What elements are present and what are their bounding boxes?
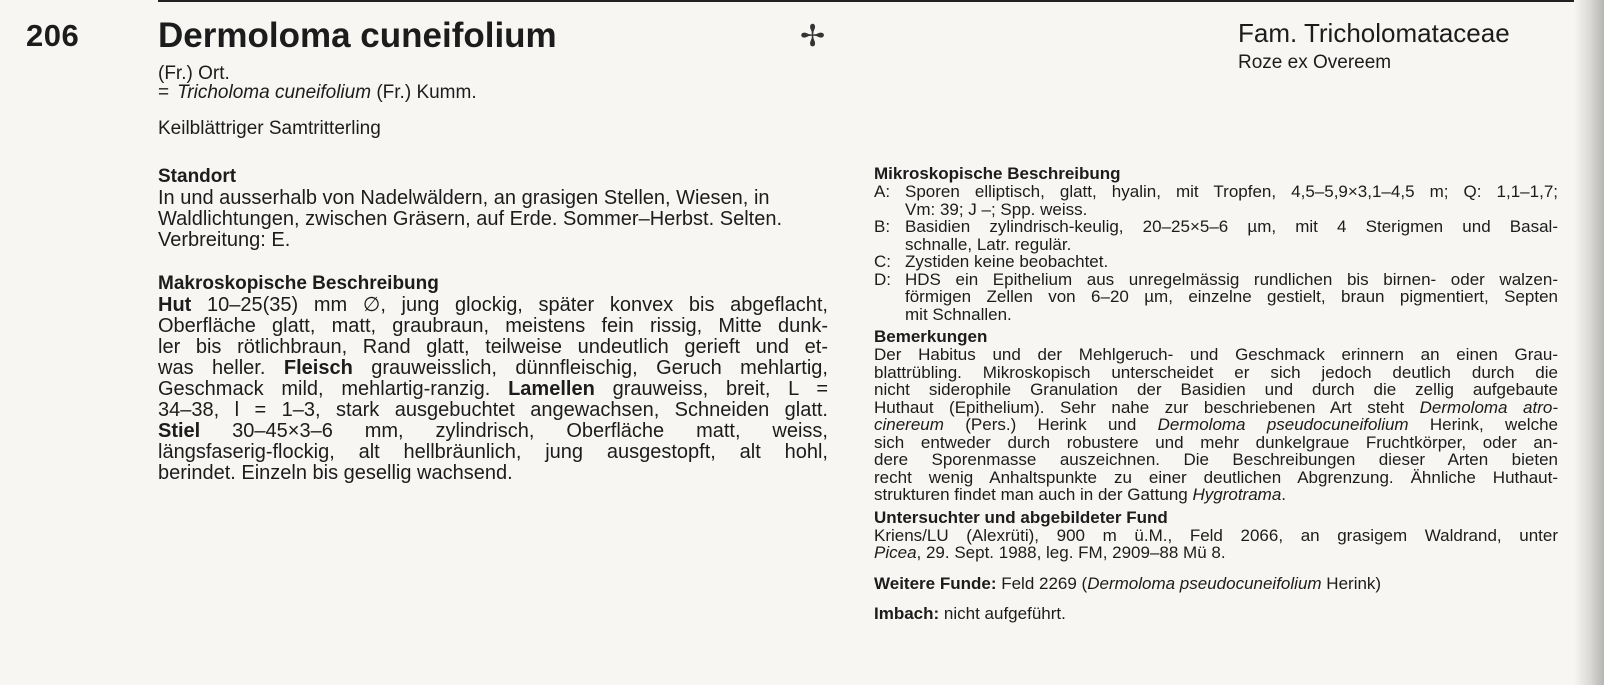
mikro-item-key: A: [874,182,891,201]
species-number: 206 [26,18,80,53]
standort-line: in Waldlichtungen, zwischen Gräsern, auf Erde. Sommer–Herbst. [158,187,770,230]
makro-line [158,295,828,316]
mikro-item-key: D: [874,269,891,289]
bemerkungen-line [874,486,1558,504]
mikro-item-text [905,271,1558,324]
synonym-eq: = [158,82,170,103]
bemerkungen-text-part: strukturen findet man auch in der Gattung [874,485,1188,504]
mikro-line: mit Schnallen. [905,304,1012,324]
mikro-list [874,183,1558,323]
bemerkungen-text-part: . [1281,485,1287,504]
synonym [158,82,477,104]
top-rule [158,0,1588,2]
mikro-item [874,218,1558,253]
left-column [158,166,828,506]
bemerkungen-line: dere Sporenmasse auszeichnen. Die Beschreibungen dieser Arten bieten [874,450,1558,469]
makro-text-part: grauweiss, breit, L = [612,378,829,400]
bemerkungen-line [874,399,1558,417]
mikro-item-text [905,183,1558,218]
mikro-item-text [905,253,1558,271]
mikro-item [874,183,1558,218]
standort-text [158,188,828,251]
standort-line: In und ausserhalb von Nadelwäldern, an grasigen Stellen, Wiesen, [158,187,749,209]
makro-section [158,273,828,484]
mikro-line: Zystiden keine beobachtet. [905,252,1109,271]
standort-line: Selten. Verbreitung: E. [158,208,782,251]
bemerkungen-text-part: (Pers.) Herink und [965,415,1137,434]
makro-line: berindet. Einzeln bis gesellig wachsend. [158,462,513,484]
makro-text-part: was heller. [158,357,266,379]
fund-line [874,544,1558,562]
imbach-text: nicht aufgeführt. [943,604,1066,623]
standort-section [158,166,828,251]
weitere-label: Weitere Funde: [874,573,997,593]
species-title: Dermoloma cuneifolium [158,16,557,55]
makro-text-part: Geschmack mild, mehlartig-ranzig. [158,378,491,400]
makro-heading: Makroskopische Beschreibung [158,273,439,294]
hut-label: Hut [158,294,192,316]
weitere-text-part: Herink) [1326,573,1382,593]
fund-italic: Picea [874,543,917,562]
mikro-line: Basidien zylindrisch-keulig, 20–25×5–6 µm, mit 4 Sterigmen und Basal- [905,217,1558,236]
mikro-line: förmigen Zellen von 6–20 µm, einzelne gestielt, braun pigmentiert, Septen [905,287,1558,306]
synonym-name: Tricholoma cuneifolium [177,82,372,103]
makro-text-part: 10–25(35) mm ∅, jung glockig, später konvex bis abgeflacht, [207,294,828,316]
weitere-line [874,575,1558,593]
mikro-item-key: C: [874,252,891,271]
makro-text-part: 30–45×3–6 mm, zylindrisch, Oberfläche matt, weiss, [232,420,828,442]
makro-line: längsfaserig-flockig, alt hellbräunlich, jung ausgestopft, alt hohl, [158,441,828,463]
mikro-heading: Mikroskopische Beschreibung [874,164,1121,183]
fleisch-label: Fleisch [283,357,353,379]
mikro-line: Vm: 39; J –; Spp. weiss. [905,199,1088,219]
bemerkungen-heading: Bemerkungen [874,327,988,346]
fund-text-part: , 29. Sept. 1988, leg. FM, 2909–88 Mü 8. [916,543,1226,562]
mikro-line: HDS ein Epithelium aus unregelmässig rundlichen bis birnen- oder walzen- [905,269,1558,289]
lamellen-label: Lamellen [508,378,595,400]
bemerkungen-line: blattrübling. Mikroskopisch unterscheidet er sich jedoch deutlich durch die [874,362,1558,382]
page-edge-shadow [1574,0,1604,685]
bemerkungen-italic: Dermoloma pseudocuneifolium [1157,415,1409,434]
cross-icon: ✢ [800,20,826,53]
bemerkungen-text-part: Herink, welche [1429,415,1558,434]
weitere-text-part: Feld 2269 ( [1001,573,1088,593]
species-author: (Fr.) Ort. [158,63,230,84]
makro-text-part: grauweisslich, dünnfleischig, Geruch mehlartig, [371,357,828,379]
bemerkungen-line: recht wenig Anhaltspunkte zu einer deutlichen Abgrenzung. Ähnliche Huthaut- [874,467,1558,487]
family-author: Roze ex Overeem [1238,52,1392,73]
bemerkungen-line: sich entweder durch robustere und mehr dunkelgraue Fruchtkörper, oder an- [874,432,1558,452]
makro-line: 34–38, l = 1–3, stark ausgebuchtet angewachsen, Schneiden glatt. [158,399,828,421]
bemerkungen-italic: cinereum [874,415,944,434]
imbach-label: Imbach: [874,604,940,623]
fund-heading: Untersuchter und abgebildeter Fund [874,507,1168,527]
mikro-section [874,165,1558,323]
standort-heading: Standort [158,166,237,187]
mikro-item-key: B: [874,217,891,236]
makro-line [158,379,828,400]
mikro-item [874,271,1558,324]
bemerkungen-italic: Dermoloma atro- [1419,397,1558,417]
makro-line: Oberfläche glatt, matt, graubraun, meistens fein rissig, Mitte dunk- [158,315,828,337]
synonym-author: (Fr.) Kumm. [376,82,477,103]
stiel-label: Stiel [158,420,201,442]
imbach-section [874,605,1558,623]
mikro-item [874,253,1558,271]
weitere-section [874,575,1558,593]
fund-line: Kriens/LU (Alexrüti), 900 m ü.M., Feld 2066, an grasigem Waldrand, unter [874,525,1558,545]
common-name: Keilblättriger Samtritterling [158,118,381,139]
mikro-line: schnalle, Latr. regulär. [905,234,1072,254]
weitere-italic: Dermoloma pseudocuneifolium [1087,573,1322,593]
fund-section [874,509,1558,562]
bemerkungen-line [874,416,1558,434]
mikro-item-text [905,218,1558,253]
bemerkungen-section [874,328,1558,504]
bemerkungen-line: nicht siderophile Granulation der Basidien und durch die zellig aufgebaute [874,380,1558,399]
makro-line: ler bis rötlichbraun, Rand glatt, teilweise undeutlich gerieft und et- [158,336,828,358]
bemerkungen-text-part: Huthaut (Epithelium). Sehr nahe zur beschriebenen Art steht [874,397,1405,417]
imbach-line [874,605,1558,623]
mikro-line: Sporen elliptisch, glatt, hyalin, mit Tropfen, 4,5–5,9×3,1–4,5 m; Q: 1,1–1,7; [905,182,1558,201]
makro-line [158,421,828,442]
right-column [874,165,1558,628]
makro-text [158,295,828,484]
bemerkungen-line: Der Habitus und der Mehlgeruch- und Geschmack erinnern an einen Grau- [874,345,1558,364]
family-name: Fam. Tricholomataceae [1238,18,1510,48]
bemerkungen-italic: Hygrotrama [1192,485,1282,504]
makro-line [158,358,828,379]
